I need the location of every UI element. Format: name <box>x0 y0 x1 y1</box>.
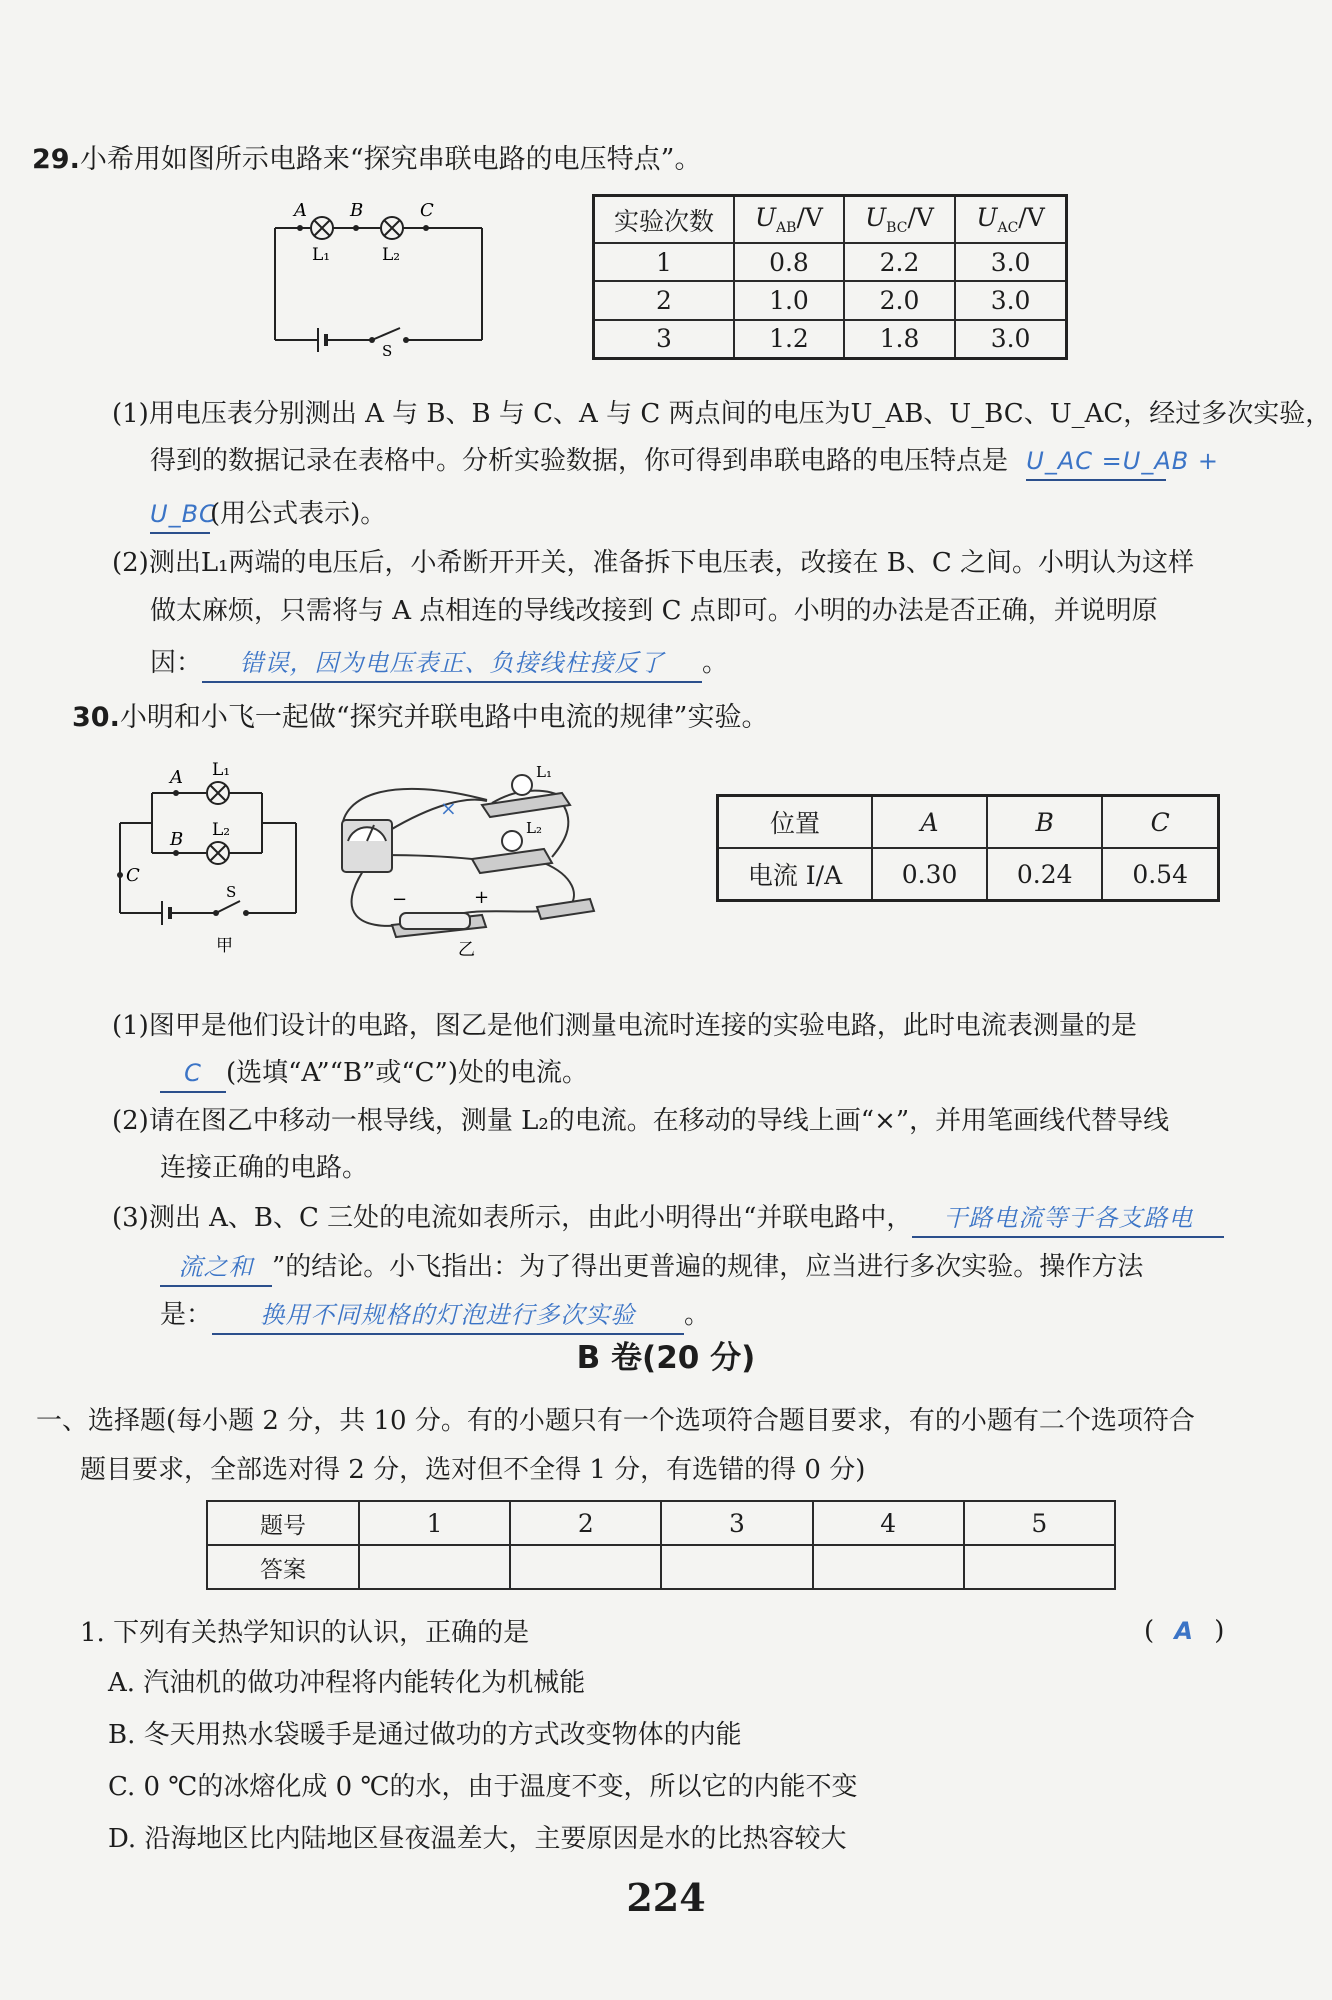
answer-cell[interactable] <box>510 1545 661 1589</box>
table-cell: 0.24 <box>987 848 1102 901</box>
q30-th-a: A <box>872 796 987 849</box>
answer-cell[interactable] <box>359 1545 510 1589</box>
table-cell: 1.2 <box>734 320 844 359</box>
q30-part2-line2: 连接正确的电路。 <box>160 1153 369 1183</box>
section-b-title: B 卷(20 分) <box>576 1340 756 1376</box>
label-l2: L₂ <box>212 820 231 840</box>
q29-part2-line1: (2)测出L₁两端的电压后，小希断开开关，准备拆下电压表，改接在 B、C 之间。小明认为这样 <box>112 548 1195 578</box>
q29-part1-line2-text: 得到的数据记录在表格中。分析实验数据，你可得到串联电路的电压特点是 <box>150 446 1009 476</box>
page-number: 224 <box>626 1875 706 1920</box>
table-cell: 3.0 <box>955 320 1066 359</box>
table-cell: 3.0 <box>955 281 1066 319</box>
q29-number: 29. <box>32 144 80 175</box>
q29-th-ubc: $U_{BC}/V$ <box>844 196 955 244</box>
q30-part3-line2-tail: ”的结论。小飞指出：为了得出更普遍的规律，应当进行多次实验。操作方法 <box>272 1252 1144 1282</box>
q30-part2-line1: (2)请在图乙中移动一根导线，测量 L₂的电流。在移动的导线上画“×”，并用笔画线代替导线 <box>112 1106 1170 1136</box>
label-c: C <box>420 200 434 221</box>
answer-cell[interactable] <box>661 1545 812 1589</box>
q29-series-circuit-diagram <box>260 198 500 358</box>
label-plus: + <box>474 887 490 908</box>
q30-row-label: 电流 I/A <box>718 848 873 901</box>
q30-answer-3b: 流之和 <box>160 1249 272 1287</box>
table-cell: 3.0 <box>955 243 1066 281</box>
q30-part3-line2 <box>160 1249 1143 1287</box>
label-l2: L₂ <box>382 245 401 265</box>
q29-th-uab: $U_{AB}/V$ <box>734 196 844 244</box>
q30-stem-text: 小明和小飞一起做“探究并联电路中电流的规律”实验。 <box>119 702 769 733</box>
table-cell: 1 <box>359 1501 510 1545</box>
answer-cell[interactable] <box>813 1545 964 1589</box>
table-cell: 2.0 <box>844 281 955 319</box>
figure-label-yi: 乙 <box>458 940 475 960</box>
q30-th-c: C <box>1102 796 1218 849</box>
q29-answer-1a: U_AC =U_AB + <box>1026 443 1166 481</box>
q30-th-position: 位置 <box>718 796 873 849</box>
q29-th-trial: 实验次数 <box>594 196 735 244</box>
table-cell: 3 <box>661 1501 812 1545</box>
q30-number: 30. <box>72 702 120 733</box>
table-cell: 3 <box>594 320 735 359</box>
q29-part1-line2 <box>150 443 1219 481</box>
table-cell: 1.0 <box>734 281 844 319</box>
q29-data-table <box>592 194 1068 360</box>
q29-part2-lead: 因： <box>150 648 203 678</box>
paren-close: ) <box>1214 1616 1225 1646</box>
q29-part1-line1: (1)用电压表分别测出 A 与 B、B 与 C、A 与 C 两点间的电压为U_AB、U_BC、U_AC，经过多次实验， <box>112 399 1332 429</box>
label-minus: − <box>392 889 408 910</box>
cross-mark: × <box>440 796 457 820</box>
q29-th-uac: $U_{AC}/V$ <box>955 196 1066 244</box>
qb1-option-d: D. 沿海地区比内陆地区昼夜温差大，主要原因是水的比热容较大 <box>108 1824 847 1854</box>
qb1-option-a: A. 汽油机的做功冲程将内能转化为机械能 <box>108 1668 586 1698</box>
label-s: S <box>226 883 237 901</box>
label-s: S <box>382 342 393 358</box>
figure-label-jia: 甲 <box>216 936 233 955</box>
label-b: B <box>350 200 364 221</box>
table-cell: 1.8 <box>844 320 955 359</box>
table-cell: 0.30 <box>872 848 987 901</box>
label-l1: L₁ <box>212 760 231 780</box>
q30-part3-text: (3)测出 A、B、C 三处的电流如表所示，由此小明得出“并联电路中， <box>112 1203 913 1233</box>
mc-instructions-line2: 题目要求，全部选对得 2 分，选对但不全得 1 分，有选错的得 0 分) <box>80 1455 866 1485</box>
label-l1b: L₁ <box>536 763 552 781</box>
table-cell: 2 <box>594 281 735 319</box>
answer-cell[interactable] <box>964 1545 1115 1589</box>
table-cell: 2 <box>510 1501 661 1545</box>
q30-answer-3c: 换用不同规格的灯泡进行多次实验 <box>212 1297 684 1335</box>
q29-part2-line2: 做太麻烦，只需将与 A 点相连的导线改接到 C 点即可。小明的办法是否正确，并说明原 <box>150 596 1158 626</box>
table-cell: 0.54 <box>1102 848 1218 901</box>
q29-stem-text: 小希用如图所示电路来“探究串联电路的电压特点”。 <box>79 144 702 175</box>
q30-part1-line2 <box>160 1055 588 1093</box>
q29-answer-1b: U_BC <box>150 496 210 534</box>
label-l2b: L₂ <box>526 819 542 837</box>
label-b: B <box>170 829 184 850</box>
table-cell: 5 <box>964 1501 1115 1545</box>
q30-current-table <box>716 794 1220 902</box>
q29-stem <box>32 142 701 178</box>
qb1-stem: 1. 下列有关热学知识的认识，正确的是 <box>80 1618 530 1648</box>
table-cell: 0.8 <box>734 243 844 281</box>
mc-instructions-line1: 一、选择题(每小题 2 分，共 10 分。有的小题只有一个选项符合题目要求，有的小题有二个选项符合 <box>36 1406 1195 1436</box>
q30-part3-end: 。 <box>684 1300 711 1330</box>
q30-part1-tail: (选填“A”“B”或“C”)处的电流。 <box>226 1058 588 1088</box>
q30-part3-line3 <box>160 1297 710 1335</box>
answer-table-header-label: 题号 <box>207 1501 359 1545</box>
label-l1: L₁ <box>312 245 331 265</box>
q29-part1-line3 <box>150 496 386 534</box>
q30-part3-line1 <box>112 1200 1224 1238</box>
qb1-option-c: C. 0 ℃的冰熔化成 0 ℃的水，由于温度不变，所以它的内能不变 <box>108 1772 858 1802</box>
table-cell: 2.2 <box>844 243 955 281</box>
table-cell: 1 <box>594 243 735 281</box>
q30-wiring-photo-yi <box>322 755 622 960</box>
table-cell: 4 <box>813 1501 964 1545</box>
q30-stem <box>72 700 768 736</box>
paren-open: ( <box>1144 1616 1155 1646</box>
label-a: A <box>294 200 307 221</box>
qb1-answer: A <box>1174 1617 1194 1645</box>
answer-sheet-table <box>206 1500 1116 1590</box>
label-c: C <box>126 865 140 886</box>
answer-table-answer-label: 答案 <box>207 1545 359 1589</box>
q30-part3-lead: 是： <box>160 1300 213 1330</box>
q29-part2-line3 <box>150 645 728 683</box>
q30-answer-3a: 干路电流等于各支路电 <box>912 1200 1224 1238</box>
q30-part1-line1: (1)图甲是他们设计的电路，图乙是他们测量电流时连接的实验电路，此时电流表测量的是 <box>112 1011 1137 1041</box>
q29-part1-tail: (用公式表示)。 <box>210 499 387 529</box>
q29-part2-end: 。 <box>702 648 729 678</box>
q29-answer-2: 错误，因为电压表正、负接线柱接反了 <box>202 645 702 683</box>
label-a: A <box>170 767 183 788</box>
q30-th-b: B <box>987 796 1102 849</box>
q30-parallel-circuit-diagram-jia <box>112 755 312 955</box>
q30-answer-1: C <box>160 1055 226 1093</box>
qb1-answer-bracket <box>1144 1613 1224 1649</box>
qb1-option-b: B. 冬天用热水袋暖手是通过做功的方式改变物体的内能 <box>108 1720 742 1750</box>
